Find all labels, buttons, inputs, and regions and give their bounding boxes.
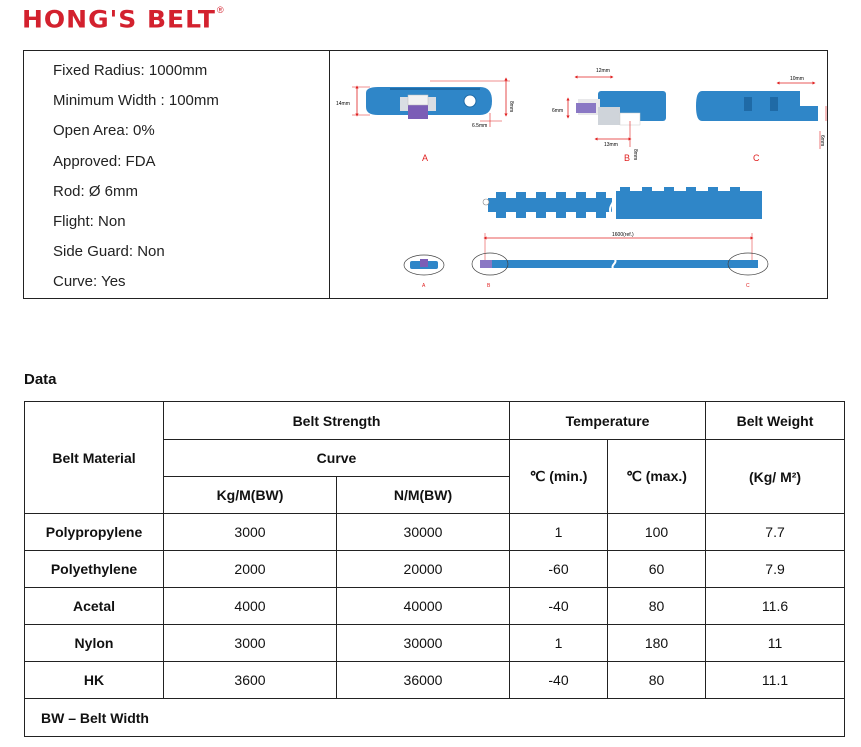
cell-n-m: 20000 xyxy=(337,551,510,588)
cell-temp-min: -40 xyxy=(510,662,608,699)
small-label-c: C xyxy=(746,283,750,289)
cell-weight: 7.7 xyxy=(706,514,845,551)
header-belt-material: Belt Material xyxy=(25,402,164,514)
header-belt-strength: Belt Strength xyxy=(164,402,510,440)
table-row xyxy=(25,625,845,662)
belt-side-view xyxy=(404,232,768,289)
cell-n-m: 40000 xyxy=(337,588,510,625)
dim-c-side: 6mm xyxy=(819,135,825,147)
cell-material: Nylon xyxy=(25,625,164,662)
registered-mark: ® xyxy=(216,5,224,15)
view-a xyxy=(336,79,514,163)
belt-diagram xyxy=(330,51,828,298)
header-belt-weight: Belt Weight xyxy=(706,402,845,440)
cell-kg-m: 3000 xyxy=(164,514,337,551)
small-label-b: B xyxy=(487,283,491,289)
small-label-a: A xyxy=(422,283,426,289)
view-b xyxy=(552,68,666,163)
cell-material: Polypropylene xyxy=(25,514,164,551)
label-view-b: B xyxy=(624,153,631,163)
spec-approved: Approved: FDA xyxy=(53,152,156,170)
spec-flight: Flight: Non xyxy=(53,212,126,230)
dim-b-top: 12mm xyxy=(596,68,610,74)
cell-n-m: 36000 xyxy=(337,662,510,699)
dim-a-side: 8mm xyxy=(508,101,514,113)
dim-b-left: 6mm xyxy=(552,108,564,114)
spec-panel xyxy=(24,51,330,298)
dim-length: 1600(ref.) xyxy=(612,232,634,238)
header-n-m: N/M(BW) xyxy=(337,477,510,514)
table-row xyxy=(25,662,845,699)
dim-c-top: 10mm xyxy=(790,76,804,82)
header-temp-min: ℃ (min.) xyxy=(510,440,608,514)
label-view-c: C xyxy=(753,153,760,163)
dim-a-bottom: 6.5mm xyxy=(472,123,488,129)
cell-n-m: 30000 xyxy=(337,514,510,551)
cell-temp-min: -40 xyxy=(510,588,608,625)
cell-material: Polyethylene xyxy=(25,551,164,588)
spec-list xyxy=(53,62,219,304)
spec-minimum-width: Minimum Width : 100mm xyxy=(53,92,219,110)
cell-material: Acetal xyxy=(25,588,164,625)
cell-n-m: 30000 xyxy=(337,625,510,662)
cell-kg-m: 2000 xyxy=(164,551,337,588)
header-temperature: Temperature xyxy=(510,402,706,440)
cell-weight: 7.9 xyxy=(706,551,845,588)
cell-weight: 11 xyxy=(706,625,845,662)
label-view-a: A xyxy=(422,153,429,163)
cell-temp-max: 180 xyxy=(608,625,706,662)
table-row xyxy=(25,514,845,551)
belt-top-view xyxy=(483,187,762,219)
brand-name: HONG'S BELT xyxy=(22,5,216,34)
cell-kg-m: 3600 xyxy=(164,662,337,699)
spec-fixed-radius: Fixed Radius: 1000mm xyxy=(53,62,208,79)
cell-kg-m: 3000 xyxy=(164,625,337,662)
table-row xyxy=(25,551,845,588)
cell-weight: 11.6 xyxy=(706,588,845,625)
cell-temp-max: 80 xyxy=(608,662,706,699)
belt-data-table xyxy=(24,401,845,737)
header-temp-max: ℃ (max.) xyxy=(608,440,706,514)
dim-b-bottom: 13mm xyxy=(604,142,618,148)
table-header-row xyxy=(25,402,845,440)
spec-open-area: Open Area: 0% xyxy=(53,122,155,140)
cell-temp-min: 1 xyxy=(510,514,608,551)
table-row xyxy=(25,588,845,625)
diagram-panel xyxy=(330,51,828,298)
cell-temp-min: -60 xyxy=(510,551,608,588)
cell-material: HK xyxy=(25,662,164,699)
spec-side-guard: Side Guard: Non xyxy=(53,243,165,261)
cell-temp-max: 60 xyxy=(608,551,706,588)
spec-box xyxy=(23,50,828,299)
cell-temp-min: 1 xyxy=(510,625,608,662)
brand-logo xyxy=(22,4,224,36)
header-curve: Curve xyxy=(164,440,510,477)
cell-temp-max: 100 xyxy=(608,514,706,551)
dim-b-side: 8mm xyxy=(632,149,638,161)
cell-kg-m: 4000 xyxy=(164,588,337,625)
table-footnote-row xyxy=(25,699,845,737)
header-kg-m: Kg/M(BW) xyxy=(164,477,337,514)
view-c xyxy=(696,76,826,163)
spec-rod: Rod: Ø 6mm xyxy=(53,182,139,200)
data-section-title: Data xyxy=(24,371,57,388)
dim-a-height: 14mm xyxy=(336,101,350,107)
spec-curve: Curve: Yes xyxy=(53,273,126,291)
footnote-bw: BW – Belt Width xyxy=(25,699,845,737)
cell-weight: 11.1 xyxy=(706,662,845,699)
cell-temp-max: 80 xyxy=(608,588,706,625)
header-weight-unit: (Kg/ M²) xyxy=(706,440,845,514)
